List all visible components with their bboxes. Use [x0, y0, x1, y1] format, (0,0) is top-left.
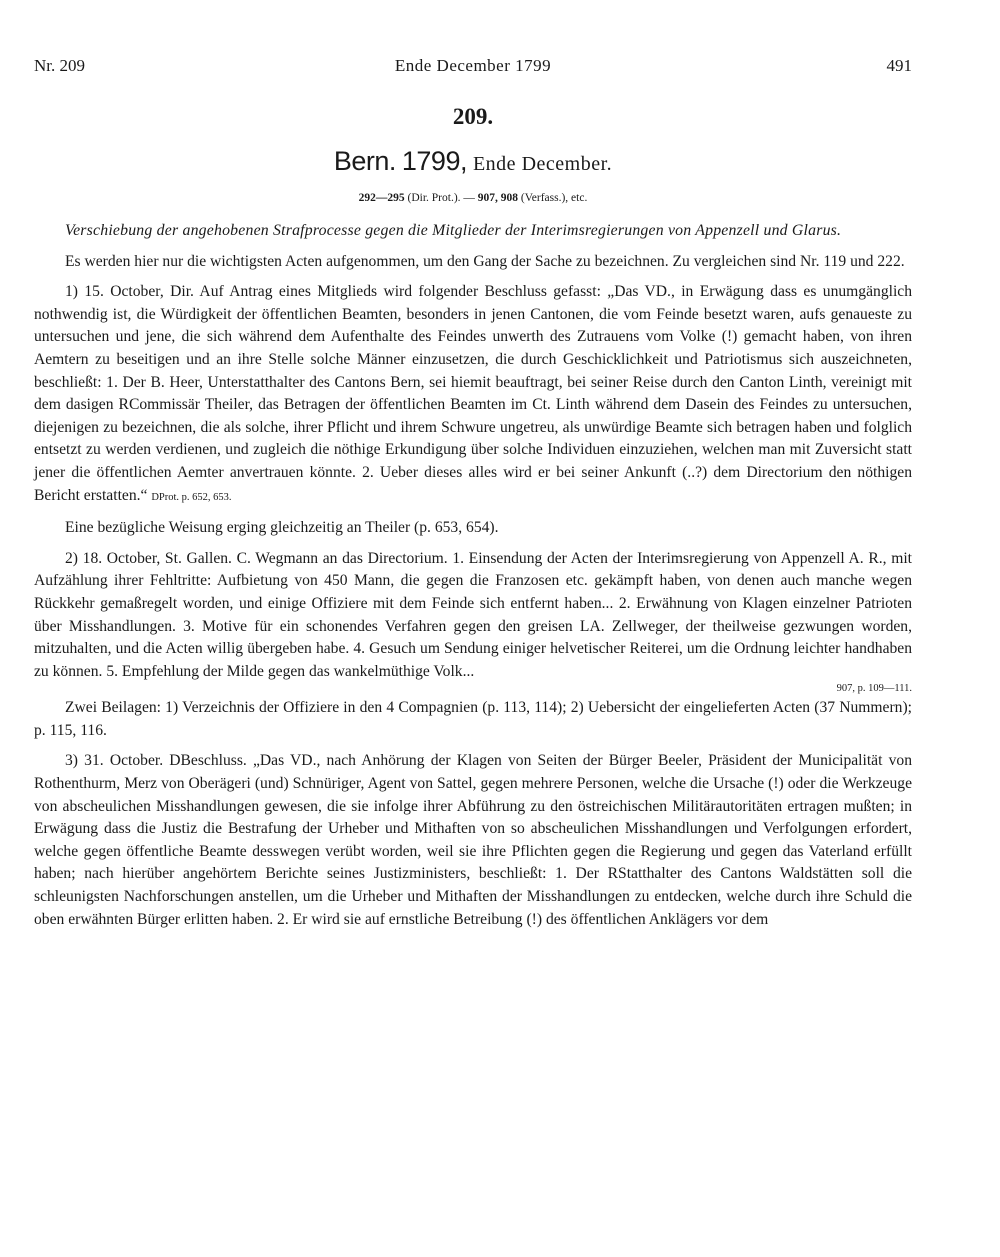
document-heading	[34, 146, 912, 177]
paragraph-2-note: Zwei Beilagen: 1) Verzeichnis der Offiziere in den 4 Compagnien (p. 113, 114); 2) Uebersicht der eingelieferten Acten (37 Nummern); p. 115, 116.	[34, 699, 912, 739]
page-number: 491	[886, 56, 912, 75]
document-number: 209.	[452, 104, 494, 129]
paragraph-1-citation: DProt. p. 652, 653.	[151, 491, 232, 503]
source-range-a: 292—295	[358, 192, 405, 204]
paragraph-1-note: Eine bezügliche Weisung erging gleichzeitig an Theiler (p. 653, 654).	[65, 519, 499, 537]
intro-paragraph: Es werden hier nur die wichtigsten Acten aufgenommen, um den Gang der Sache zu bezeichnen. Zu vergleichen sind Nr. 119 und 222.	[65, 252, 905, 270]
paragraph-2-citation: 907, p. 109—111.	[836, 683, 912, 695]
source-range-b: 907, 908	[477, 192, 519, 204]
paragraph-2: 2) 18. October, St. Gallen. C. Wegmann an das Directorium. 1. Einsendung der Acten der Interimsregierung von Appenzell A. R., mit Aufzählung ihrer Fehltritte: Aufbietung von 450 Mann, die gegen die Franzosen etc. gekämpft haben, von denen auch manche wegen Rückkehr gemaßregelt worden, und einige Offiziere mit dem Feinde sich entfernt haben... 2. Erwähnung von Klagen einzelner Patrioten über Misshandlungen. 3. Motive für ein schonendes Verfahren gegen den greisen LA. Zellweger, der theilweise gezwungen worden, mitzuhalten, und die Acten willig übergeben habe. 4. Gesuch um Sendung einiger helvetischer Reiterei, um die Ordnung leichter handhaben zu können. 5. Empfehlung der Milde gegen das wankelmüthige Volk...	[34, 549, 912, 680]
running-head	[34, 56, 912, 80]
document-body	[34, 220, 912, 931]
document-date: Ende December.	[472, 153, 613, 175]
paragraph-1	[34, 281, 912, 509]
document-summary: Verschiebung der angehobenen Strafprocesse gegen die Mitglieder der Interimsregierungen von Appenzell und Glarus.	[65, 222, 842, 239]
source-label-b: (Verfass.), etc.	[520, 192, 588, 204]
source-label-a: (Dir. Prot.). —	[407, 192, 475, 204]
document-year: 1799,	[401, 146, 467, 176]
running-head-date: Ende December 1799	[394, 56, 552, 75]
document-sources	[34, 192, 912, 204]
paragraph-3: 3) 31. October. DBeschluss. „Das VD., nach Anhörung der Klagen von Seiten der Bürger Beeler, Präsident der Municipalität von Rothenthurm, Merz von Oberägeri (und) Schnüriger, Agent von Sattel, gegen mehrere Personen, welche die Ursache (!) oder die Werkzeuge von abscheulichen Misshandlungen gewesen, die sie infolge ihrer Abführung zu den östreichischen Militärautoritäten ertragen mußten; in Erwägung dass die Justiz die Bestrafung der Urheber und Mithaften von so abscheulichen Misshandlungen und Verfolgungen erfordert, welche gegen öffentliche Beamte desswegen verübt worden, weil sie ihre Pflichten gegen die Regierung und gegen das Vaterland erfüllt haben; nach hierüber angehörtem Berichte seines Justizministers, beschließt: 1. Der RStatthalter des Cantons Waldstätten soll die schleunigsten Nachforschungen anstellen, um die Urheber und Mithaften der Misshandlungen zu entdecken, welche durch ihre Schuld die oben erwähnten Bürger erlitten haben. 2. Er wird sie auf ernstliche Betreibung (!) des öffentlichen Anklägers vor dem	[34, 752, 912, 928]
running-head-document-number: Nr. 209	[34, 56, 85, 75]
document-place: Bern.	[333, 146, 396, 176]
paragraph-1-text: 1) 15. October, Dir. Auf Antrag eines Mitglieds wird folgender Beschluss gefasst: „Das VD., in Erwägung dass es unumgänglich nothwendig ist, die Würdigkeit der öffentlichen Beamten, besonders in jenen Cantonen, die vom Feinde besetzt waren, aufs genaueste zu untersuchen und jene, die sich während dem Aufenthalte des Feindes unwerth des Zutrauens vom Volke (!) gemacht haben, von ihren Aemtern zu beseitigen und an ihre Stelle solche Männer einzusetzen, die durch Geschicklichkeit und Patriotismus sich auszeichneten, beschließt: 1. Der B. Heer, Unterstatthalter des Cantons Bern, sei hiemit beauftragt, bei seiner Reise durch den Canton Linth, vereinigt mit dem dasigen RCommissär Theiler, das Betragen der öffentlichen Beamten im Ct. Linth während dem Dasein des Feindes zu untersuchen, diejenigen zu bezeichnen, die als solche, ihrer Pflicht und ihrem Schwure ungetreu, als unwürdige Beamte sich betragen haben und folglich entsetzt zu werden verdienen, und zugleich die nöthige Erkundigung über solche Individuen einzuziehen, welchen man mit Zuversicht statt jener die öffentlichen Aemter anvertrauen könnte. 2. Ueber dieses alles wird er bei seiner Ankunft (..?) dem Directorium den nöthigen Bericht erstatten.“	[34, 283, 912, 504]
